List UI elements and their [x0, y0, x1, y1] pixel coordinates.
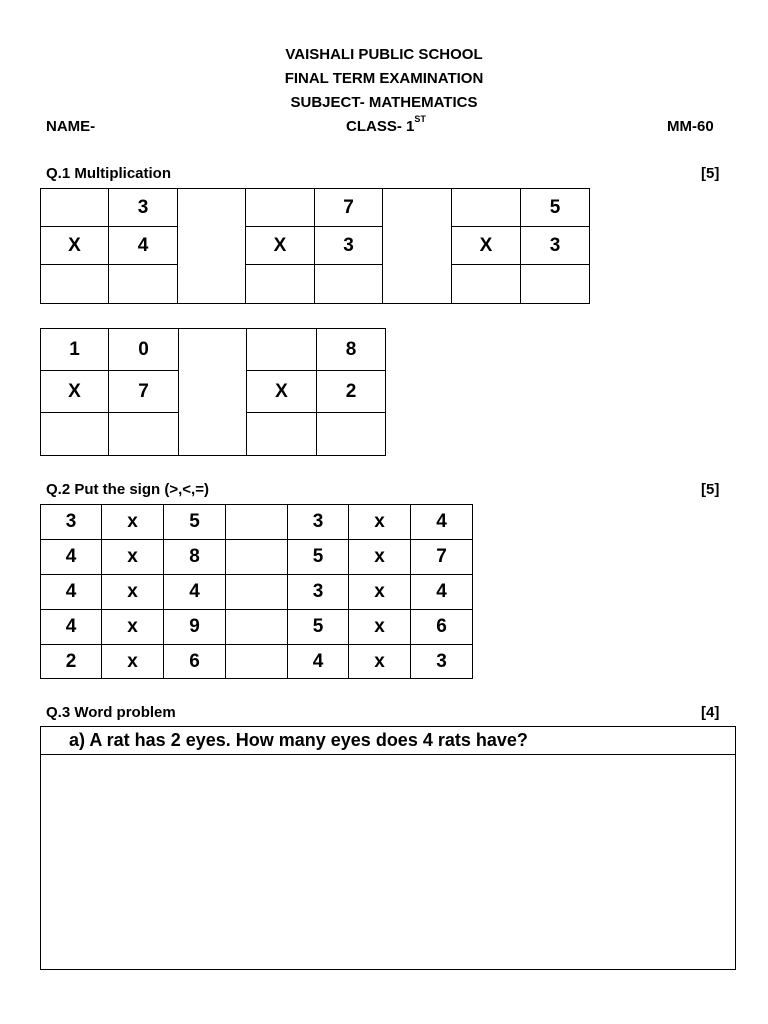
- q2-number-cell: 4: [164, 575, 226, 610]
- q2-number-cell: 4: [411, 505, 473, 540]
- max-marks: MM-60: [667, 118, 714, 135]
- q2-number-cell: 4: [41, 575, 102, 610]
- q1c-top-right-cell: 5: [521, 189, 590, 227]
- q1c-multiply-sign-cell: X: [452, 227, 521, 265]
- q2-number-cell: 7: [411, 540, 473, 575]
- q1c-multiplier-cell: 3: [521, 227, 590, 265]
- q2-row: [41, 610, 473, 645]
- q2-number-cell: 3: [288, 575, 349, 610]
- class-text: CLASS- 1: [346, 118, 415, 135]
- q1b-top-left-cell: [246, 189, 315, 227]
- q2-sign-answer-cell[interactable]: [226, 645, 288, 679]
- q1a-multiplier-cell: 4: [109, 227, 178, 265]
- spacer-cell: [178, 189, 246, 304]
- q2-multiply-sign-cell: x: [102, 540, 164, 575]
- q1e-top-left-cell: [247, 329, 317, 371]
- q1a-top-left-cell: [41, 189, 109, 227]
- q1e-answer-tens-cell[interactable]: [247, 413, 317, 456]
- exam-title: FINAL TERM EXAMINATION: [284, 70, 484, 87]
- class-superscript: ST: [414, 114, 426, 124]
- q2-number-cell: 6: [164, 645, 226, 679]
- q2-title: Q.2 Put the sign (>,<,=): [46, 481, 209, 498]
- word-problem-question: a) A rat has 2 eyes. How many eyes does 4 rats have?: [41, 727, 735, 755]
- q1a-multiply-sign-cell: X: [41, 227, 109, 265]
- school-name: VAISHALI PUBLIC SCHOOL: [285, 46, 483, 63]
- q2-compare-table: [40, 504, 473, 679]
- q2-number-cell: 3: [41, 505, 102, 540]
- q2-row: [41, 575, 473, 610]
- q2-multiply-sign-cell: x: [102, 610, 164, 645]
- word-problem-box: [40, 726, 736, 970]
- q1b-multiply-sign-cell: X: [246, 227, 315, 265]
- q2-sign-answer-cell[interactable]: [226, 540, 288, 575]
- q2-number-cell: 6: [411, 610, 473, 645]
- spacer-cell: [383, 189, 452, 304]
- q2-number-cell: 5: [164, 505, 226, 540]
- q2-sign-answer-cell[interactable]: [226, 575, 288, 610]
- q1b-answer-ones-cell[interactable]: [315, 265, 383, 304]
- q2-multiply-sign-cell: x: [349, 575, 411, 610]
- q1-multiplication-grid-row2: [40, 328, 386, 456]
- q3-marks: [4]: [701, 704, 720, 721]
- q1-multiplication-grid-row1: [40, 188, 590, 304]
- q1d-multiplier-cell: 7: [109, 371, 179, 413]
- q1d-top-right-cell: 0: [109, 329, 179, 371]
- q2-multiply-sign-cell: x: [102, 505, 164, 540]
- q1a-answer-ones-cell[interactable]: [109, 265, 178, 304]
- q1d-top-left-cell: 1: [41, 329, 109, 371]
- q1e-multiply-sign-cell: X: [247, 371, 317, 413]
- q1a-answer-tens-cell[interactable]: [41, 265, 109, 304]
- q2-sign-answer-cell[interactable]: [226, 610, 288, 645]
- q2-number-cell: 2: [41, 645, 102, 679]
- q1-title: Q.1 Multiplication: [46, 165, 172, 182]
- q1b-multiplier-cell: 3: [315, 227, 383, 265]
- q2-number-cell: 3: [288, 505, 349, 540]
- q2-multiply-sign-cell: x: [349, 540, 411, 575]
- name-label: NAME-: [46, 118, 96, 135]
- subject-title: SUBJECT- MATHEMATICS: [290, 94, 478, 111]
- q2-multiply-sign-cell: x: [102, 575, 164, 610]
- q2-sign-answer-cell[interactable]: [226, 505, 288, 540]
- q1c-answer-ones-cell[interactable]: [521, 265, 590, 304]
- q2-multiply-sign-cell: x: [102, 645, 164, 679]
- q1d-answer-ones-cell[interactable]: [109, 413, 179, 456]
- q2-number-cell: 4: [411, 575, 473, 610]
- q2-number-cell: 4: [41, 610, 102, 645]
- q2-number-cell: 4: [41, 540, 102, 575]
- spacer-cell: [179, 329, 247, 456]
- q2-multiply-sign-cell: x: [349, 645, 411, 679]
- q2-number-cell: 5: [288, 540, 349, 575]
- q2-multiply-sign-cell: x: [349, 505, 411, 540]
- word-problem-answer-area[interactable]: [41, 755, 735, 969]
- q1b-answer-tens-cell[interactable]: [246, 265, 315, 304]
- q2-number-cell: 5: [288, 610, 349, 645]
- q2-number-cell: 4: [288, 645, 349, 679]
- q2-number-cell: 3: [411, 645, 473, 679]
- q3-title: Q.3 Word problem: [46, 704, 176, 721]
- class-label: [346, 114, 426, 137]
- q1c-answer-tens-cell[interactable]: [452, 265, 521, 304]
- q2-marks: [5]: [701, 481, 720, 498]
- q2-row: [41, 645, 473, 679]
- q1b-top-right-cell: 7: [315, 189, 383, 227]
- q1a-top-right-cell: 3: [109, 189, 178, 227]
- q1e-top-right-cell: 8: [317, 329, 386, 371]
- q2-number-cell: 8: [164, 540, 226, 575]
- q2-multiply-sign-cell: x: [349, 610, 411, 645]
- q1d-multiply-sign-cell: X: [41, 371, 109, 413]
- q1-marks: [5]: [701, 165, 720, 182]
- q1d-answer-tens-cell[interactable]: [41, 413, 109, 456]
- q1e-multiplier-cell: 2: [317, 371, 386, 413]
- q2-number-cell: 9: [164, 610, 226, 645]
- q1e-answer-ones-cell[interactable]: [317, 413, 386, 456]
- q1c-top-left-cell: [452, 189, 521, 227]
- q2-row: [41, 540, 473, 575]
- q2-row: [41, 505, 473, 540]
